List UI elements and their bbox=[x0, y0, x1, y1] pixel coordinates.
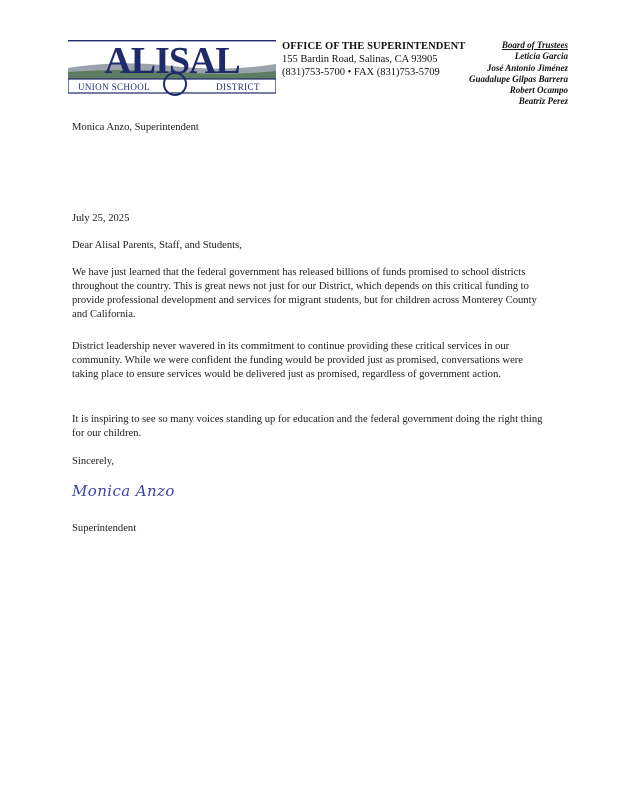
logo-subtitle-left: UNION SCHOOL bbox=[77, 82, 151, 92]
sender-line: Monica Anzo, Superintendent bbox=[72, 122, 199, 133]
office-address: 155 Bardin Road, Salinas, CA 93905 bbox=[282, 54, 438, 65]
logo-wordmark: ALISAL bbox=[104, 40, 240, 82]
board-member: José Antonio Jiménez bbox=[486, 62, 568, 73]
signature: Monica Anzo bbox=[72, 482, 175, 500]
signer-title: Superintendent bbox=[72, 523, 137, 534]
board-title: Board of Trustees bbox=[501, 40, 568, 50]
logo-subtitle-right: DISTRICT bbox=[216, 82, 260, 92]
closing: Sincerely, bbox=[72, 456, 114, 467]
board-member: Guadalupe Gilpas Barrera bbox=[468, 73, 568, 84]
greeting: Dear Alisal Parents, Staff, and Students, bbox=[72, 240, 242, 251]
board-member: Beatriz Perez bbox=[518, 96, 568, 107]
board-member: Leticia Garcia bbox=[514, 51, 568, 62]
letter-date: July 25, 2025 bbox=[72, 213, 130, 224]
office-phone: (831)753-5700 • FAX (831)753-5709 bbox=[282, 67, 440, 78]
district-logo bbox=[68, 38, 276, 100]
paragraph: It is inspiring to see so many voices standing up for education and the federal government doing the right thing for our children. bbox=[72, 414, 543, 439]
board-of-trustees bbox=[469, 40, 568, 108]
paragraph: We have just learned that the federal government has released billions of funds promised to school districts throughout the country. This is great news not just for our District, which depends on this critical funding to provide professional development and services for migrant students, but for children across Monterey County and California. bbox=[72, 267, 537, 320]
paragraph: District leadership never wavered in its commitment to continue providing these critical services in our community. While we were confident the funding would be provided just as promised, conversations were taking place to ensure services would be delivered just as promised, regardless of government action. bbox=[72, 341, 524, 380]
board-member: Robert Ocampo bbox=[509, 85, 568, 96]
office-info bbox=[282, 40, 465, 79]
office-title: OFFICE OF THE SUPERINTENDENT bbox=[282, 41, 466, 52]
